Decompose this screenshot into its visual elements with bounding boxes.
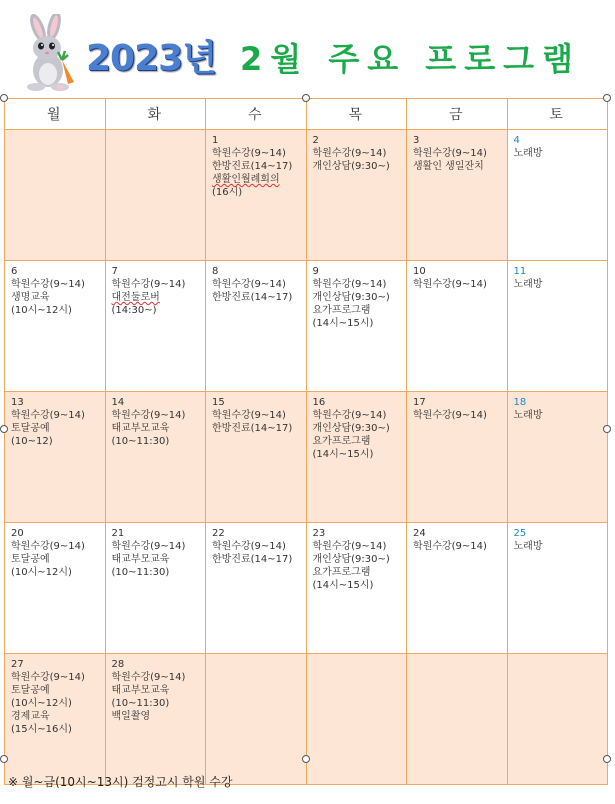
event-line: (10~11:30) [111, 436, 170, 447]
day-number: 27 [11, 659, 24, 670]
event-line: 학원수강(9~14) [212, 148, 286, 159]
page-title: 2월 주요 프로그램 [240, 40, 581, 78]
event-line: 노래방 [513, 541, 543, 552]
resize-handle-bottom-center[interactable] [302, 755, 310, 763]
calendar-day-cell[interactable] [306, 130, 407, 261]
resize-handle-bottom-left[interactable] [0, 755, 8, 763]
event-line: (10~11:30) [111, 698, 170, 709]
event-line: 학원수강(9~14) [312, 410, 387, 421]
calendar-day-cell[interactable] [206, 654, 307, 785]
calendar-day-cell[interactable] [105, 261, 206, 392]
event-line: 한방진료(14~17) [212, 423, 293, 434]
event-line: 학원수강(9~14) [312, 148, 387, 159]
calendar-day-cell[interactable] [5, 523, 106, 654]
event-line: 토달공예 [11, 685, 50, 696]
day-number: 2 [312, 135, 319, 146]
calendar-day-cell[interactable] [5, 654, 106, 785]
event-line: 태교부모교육 [111, 423, 170, 434]
event-line: 학원수강(9~14) [11, 541, 85, 552]
calendar-day-cell[interactable] [306, 261, 407, 392]
event-line: 개인상담(9:30~) [312, 423, 390, 434]
event-line: (10시~12시) [11, 567, 72, 578]
event-line: 노래방 [513, 279, 543, 290]
event-line: 생명교육 [11, 292, 50, 303]
event-line: 요가프로그램 [312, 436, 371, 447]
event-line: 생활인월례회의 [212, 174, 280, 185]
calendar-day-cell[interactable] [105, 130, 206, 261]
title-year: 2023년 [86, 38, 216, 79]
event-line: (16시) [212, 187, 243, 198]
event-line: (10시~12시) [11, 305, 72, 316]
event-line: 학원수강(9~14) [413, 541, 487, 552]
calendar-day-cell[interactable] [407, 392, 508, 523]
event-line: 학원수강(9~14) [111, 410, 186, 421]
calendar-day-cell[interactable] [407, 130, 508, 261]
calendar-day-cell[interactable] [407, 523, 508, 654]
weekday-header: 토 [507, 99, 608, 130]
day-number: 17 [413, 397, 426, 408]
calendar-day-cell[interactable] [306, 654, 407, 785]
resize-handle-middle-left[interactable] [0, 425, 8, 433]
calendar-day-cell[interactable] [206, 261, 307, 392]
calendar-table [4, 98, 608, 785]
day-number: 4 [513, 135, 520, 146]
day-number: 9 [312, 266, 319, 277]
resize-handle-bottom-right[interactable] [603, 755, 611, 763]
calendar-day-cell[interactable] [105, 523, 206, 654]
calendar-week-row [5, 654, 608, 785]
event-line: (14:30~) [111, 305, 157, 316]
event-line: 토달공예 [11, 554, 50, 565]
event-line: 학원수강(9~14) [11, 410, 85, 421]
day-number: 14 [111, 397, 125, 408]
calendar-week-row [5, 261, 608, 392]
event-line: 노래방 [513, 410, 543, 421]
day-number: 11 [513, 266, 527, 277]
resize-handle-middle-right[interactable] [603, 425, 611, 433]
calendar-day-cell[interactable] [206, 523, 307, 654]
event-line: (15시~16시) [11, 724, 72, 735]
event-line: 경제교육 [11, 711, 50, 722]
weekday-header: 화 [105, 99, 206, 130]
event-line: 학원수강(9~14) [212, 541, 286, 552]
day-number: 13 [11, 397, 24, 408]
day-number: 8 [212, 266, 219, 277]
weekday-header: 목 [306, 99, 407, 130]
event-line: 요가프로그램 [312, 567, 371, 578]
resize-handle-top-center[interactable] [302, 94, 310, 102]
day-number: 25 [513, 528, 527, 539]
event-line: 한방진료(14~17) [212, 161, 293, 172]
resize-handle-top-left[interactable] [0, 94, 8, 102]
event-line: 개인상담(9:30~) [312, 161, 390, 172]
event-line: 백일촬영 [111, 711, 151, 722]
calendar-day-cell[interactable] [507, 261, 608, 392]
event-line: (14시~15시) [312, 580, 374, 591]
calendar-week-row [5, 130, 608, 261]
event-line: 개인상담(9:30~) [312, 554, 390, 565]
event-line: 학원수강(9~14) [413, 279, 487, 290]
day-number: 15 [212, 397, 225, 408]
weekday-header-row [5, 99, 608, 130]
calendar-day-cell[interactable] [306, 523, 407, 654]
event-line: 생활인 생일잔치 [413, 161, 484, 172]
event-line: 학원수강(9~14) [111, 672, 186, 683]
calendar-day-cell[interactable] [306, 392, 407, 523]
calendar [4, 98, 608, 760]
event-line: 학원수강(9~14) [312, 541, 387, 552]
day-number: 20 [11, 528, 24, 539]
weekday-header: 수 [206, 99, 307, 130]
event-line: 학원수강(9~14) [111, 541, 186, 552]
calendar-day-cell[interactable] [206, 392, 307, 523]
event-line: 태교부모교육 [111, 685, 170, 696]
calendar-day-cell[interactable] [407, 654, 508, 785]
event-line: 학원수강(9~14) [212, 279, 286, 290]
event-line: 노래방 [513, 148, 543, 159]
calendar-week-row [5, 523, 608, 654]
day-number: 7 [111, 266, 118, 277]
event-line: 학원수강(9~14) [11, 672, 85, 683]
calendar-week-row [5, 392, 608, 523]
resize-handle-top-right[interactable] [603, 94, 611, 102]
event-line: 학원수강(9~14) [111, 279, 186, 290]
event-line: 태교부모교육 [111, 554, 170, 565]
day-number: 22 [212, 528, 225, 539]
day-number: 3 [413, 135, 420, 146]
calendar-body [5, 130, 608, 785]
event-line: (14시~15시) [312, 449, 374, 460]
event-line: (10시~12시) [11, 698, 72, 709]
day-number: 21 [111, 528, 125, 539]
weekday-header: 월 [5, 99, 106, 130]
calendar-day-cell[interactable] [507, 130, 608, 261]
event-line: 개인상담(9:30~) [312, 292, 390, 303]
event-line: 요가프로그램 [312, 305, 371, 316]
day-number: 16 [312, 397, 326, 408]
event-line: 학원수강(9~14) [413, 410, 487, 421]
event-line: 토달공예 [11, 423, 50, 434]
calendar-day-cell[interactable] [5, 130, 106, 261]
page-header [0, 0, 615, 94]
day-number: 28 [111, 659, 125, 670]
footnote: ※ 월~금(10시~13시) 검정고시 학원 수강 [8, 775, 233, 789]
day-number: 18 [513, 397, 527, 408]
calendar-day-cell[interactable] [105, 654, 206, 785]
calendar-day-cell[interactable] [507, 654, 608, 785]
day-number: 10 [413, 266, 426, 277]
event-line: 학원수강(9~14) [11, 279, 85, 290]
calendar-day-cell[interactable] [5, 392, 106, 523]
day-number: 23 [312, 528, 326, 539]
day-number: 24 [413, 528, 426, 539]
calendar-day-cell[interactable] [407, 261, 508, 392]
event-line: 학원수강(9~14) [212, 410, 286, 421]
event-line: (10~11:30) [111, 567, 170, 578]
calendar-day-cell[interactable] [507, 523, 608, 654]
calendar-day-cell[interactable] [206, 130, 307, 261]
event-line: (14시~15시) [312, 318, 374, 329]
event-line: 대전둘로버 [111, 292, 160, 303]
rabbit-carrot-icon [18, 14, 80, 92]
calendar-day-cell[interactable] [507, 392, 608, 523]
event-line: (10~12) [11, 436, 53, 447]
event-line: 학원수강(9~14) [413, 148, 487, 159]
event-line: 한방진료(14~17) [212, 292, 293, 303]
weekday-header: 금 [407, 99, 508, 130]
day-number: 6 [11, 266, 18, 277]
calendar-day-cell[interactable] [5, 261, 106, 392]
event-line: 학원수강(9~14) [312, 279, 387, 290]
calendar-day-cell[interactable] [105, 392, 206, 523]
day-number: 1 [212, 135, 219, 146]
event-line: 한방진료(14~17) [212, 554, 293, 565]
